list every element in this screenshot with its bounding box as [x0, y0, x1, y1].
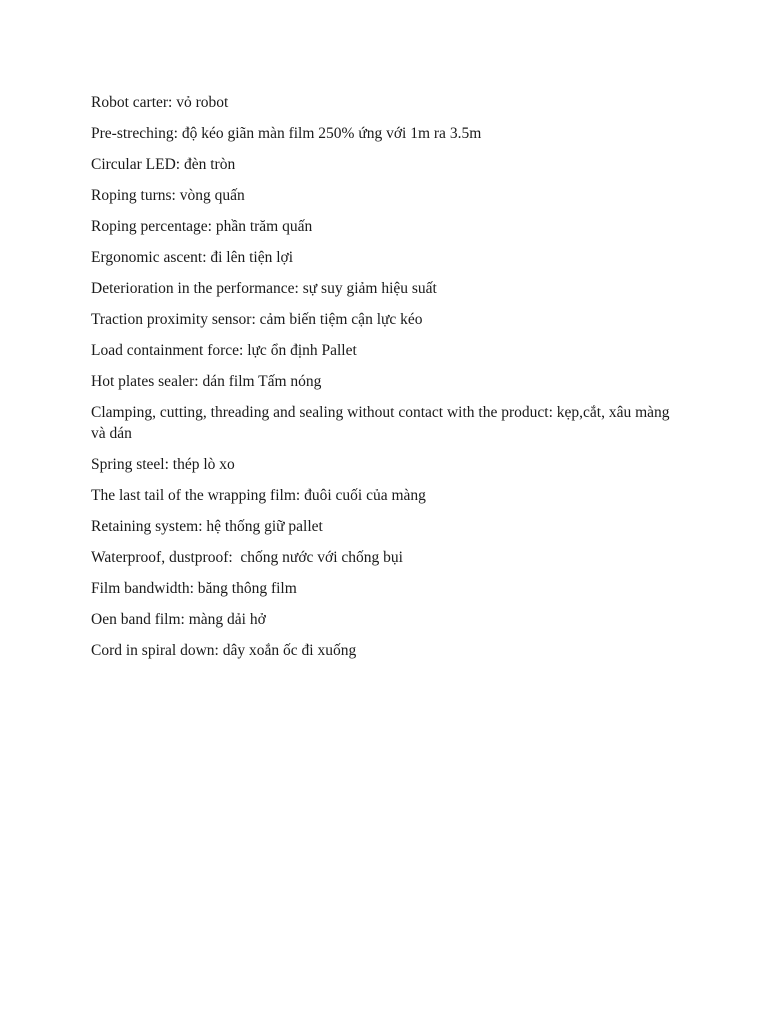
document-body [91, 92, 681, 671]
glossary-line: Waterproof, dustproof: chống nước với chống bụi [91, 549, 403, 566]
glossary-line: Load containment force: lực ổn định Pallet [91, 342, 357, 359]
glossary-line: Cord in spiral down: dây xoắn ốc đi xuống [91, 642, 357, 659]
glossary-line: Hot plates sealer: dán film Tấm nóng [91, 373, 322, 390]
glossary-line: Spring steel: thép lò xo [91, 456, 235, 473]
glossary-line: Clamping, cutting, threading and sealing without contact with the product: kẹp,cắt, xâu màng và dán [91, 404, 674, 442]
glossary-line: Traction proximity sensor: cảm biến tiệm cận lực kéo [91, 311, 423, 328]
glossary-line: Oen band film: màng dải hở [91, 611, 266, 628]
glossary-line: Circular LED: đèn tròn [91, 156, 236, 173]
glossary-line: Roping percentage: phần trăm quấn [91, 218, 313, 235]
glossary-line: Robot carter: vỏ robot [91, 94, 229, 111]
glossary-line: Pre-streching: độ kéo giãn màn film 250% ứng với 1m ra 3.5m [91, 125, 482, 142]
glossary-line: The last tail of the wrapping film: đuôi cuối của màng [91, 487, 426, 504]
glossary-line: Ergonomic ascent: đi lên tiện lợi [91, 249, 294, 266]
glossary-line: Film bandwidth: băng thông film [91, 580, 297, 597]
glossary-line: Retaining system: hệ thống giữ pallet [91, 518, 323, 535]
glossary-line: Roping turns: vòng quấn [91, 187, 245, 204]
glossary-line: Deterioration in the performance: sự suy giảm hiệu suất [91, 280, 437, 297]
